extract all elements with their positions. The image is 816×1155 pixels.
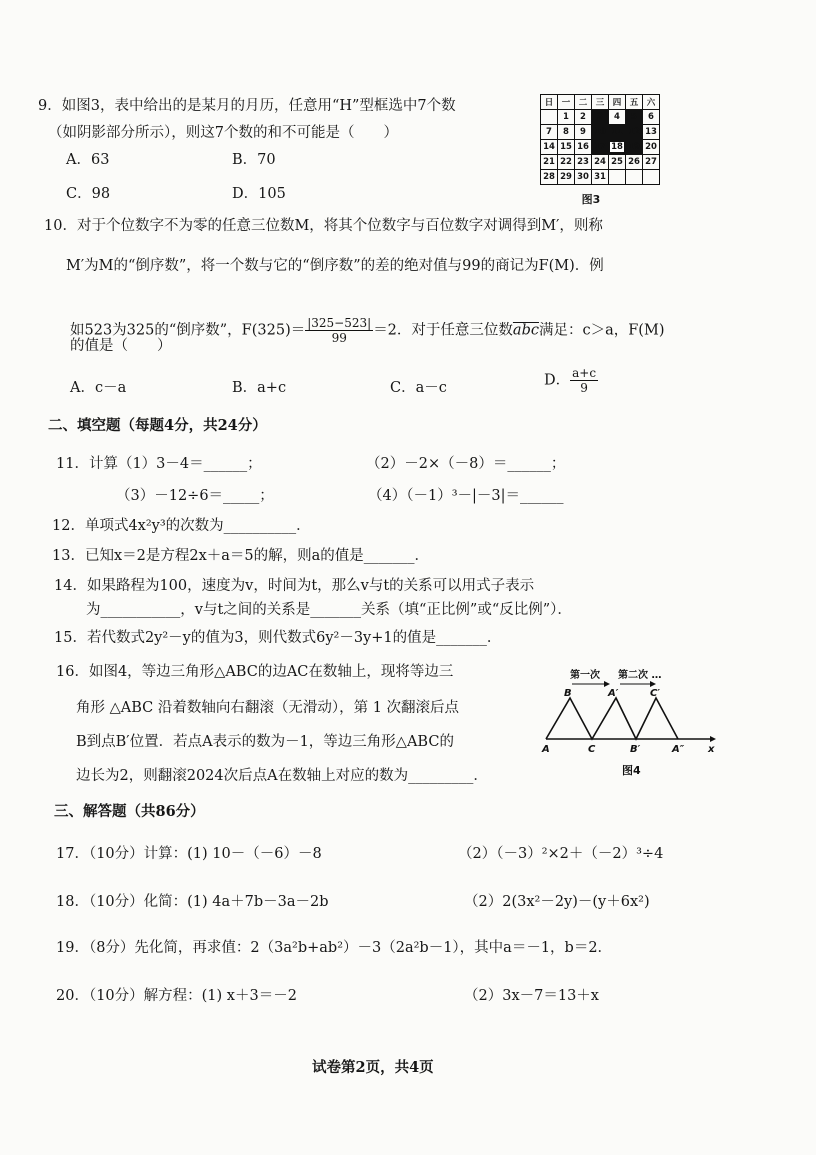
q10-option-d bbox=[544, 366, 598, 395]
fig4-point-c-prime: C′ bbox=[650, 688, 660, 699]
fig4-arrowhead-second bbox=[650, 681, 656, 687]
q9-stem-line2: （如阴影部分所示），则这7个数的和不可能是（ ） bbox=[48, 125, 398, 141]
q10-line3-text-c: 满足：c＞a，F(M) bbox=[538, 322, 665, 339]
calendar-row bbox=[541, 170, 660, 185]
q10-option-d-prefix: D． bbox=[544, 372, 571, 389]
q14-line1: 14．如果路程为100，速度为v，时间为t，那么v与t的关系可以用式子表示 bbox=[54, 578, 535, 594]
calendar-cell: 28 bbox=[541, 170, 558, 185]
fig4-point-c: C bbox=[588, 744, 596, 755]
q9-stem-line1: 9．如图3，表中给出的是某月的月历，任意用“H”型框选中7个数 bbox=[38, 98, 456, 114]
fig4-point-a-prime: A′ bbox=[608, 688, 619, 699]
calendar-cell: 13 bbox=[643, 125, 660, 140]
calendar-cell: 31 bbox=[592, 170, 609, 185]
calendar-row bbox=[541, 110, 660, 125]
q19: 19．（8分）先化简，再求值：2（3a²b+ab²）－3（2a²b－1），其中a＝－1，b＝2． bbox=[56, 940, 613, 956]
calendar-cell: 20 bbox=[643, 140, 660, 155]
calendar-cell bbox=[541, 110, 558, 125]
calendar-header-cell: 四 bbox=[609, 95, 626, 110]
calendar-header-cell: 三 bbox=[592, 95, 609, 110]
calendar-cell-shaded: 19 bbox=[626, 140, 643, 155]
section2-title: 二、填空题（每题4分，共24分） bbox=[48, 417, 267, 434]
calendar-cell: 1 bbox=[558, 110, 575, 125]
calendar-cell-shaded: 18 bbox=[609, 140, 626, 155]
calendar-cell: 15 bbox=[558, 140, 575, 155]
calendar-cell: 29 bbox=[558, 170, 575, 185]
calendar-header-cell: 六 bbox=[643, 95, 660, 110]
q16-line2: 角形 △ABC 沿着数轴向右翻滚（无滑动），第 1 次翻滚后点 bbox=[76, 700, 460, 716]
calendar-cell: 2 bbox=[575, 110, 592, 125]
calendar-cell: 21 bbox=[541, 155, 558, 170]
calendar-cell: 7 bbox=[541, 125, 558, 140]
calendar-cell: 4 bbox=[609, 110, 626, 125]
fig4-point-b-prime: B′ bbox=[630, 744, 641, 755]
q10-fraction bbox=[305, 316, 373, 345]
fig4-label-second: 第二次 … bbox=[618, 670, 662, 681]
q10-option-a: A．c－a bbox=[70, 380, 127, 396]
calendar-cell-shaded: 5 bbox=[626, 110, 643, 125]
q10-option-c: C．a－c bbox=[390, 380, 447, 396]
calendar-table bbox=[540, 94, 660, 185]
calendar-row bbox=[541, 155, 660, 170]
calendar-cell: 16 bbox=[575, 140, 592, 155]
calendar-cell: 26 bbox=[626, 155, 643, 170]
q20-part2: （2）3x－7＝13＋x bbox=[464, 988, 599, 1004]
q11-part4: （4）（－1）³－|－3|＝______ bbox=[368, 488, 564, 504]
fig4-triangles bbox=[546, 698, 678, 739]
calendar-cell-shaded: 11 bbox=[609, 125, 626, 140]
calendar-cell: 6 bbox=[643, 110, 660, 125]
section3-title: 三、解答题（共86分） bbox=[54, 803, 205, 820]
q10-line3-text-a: 如523为325的“倒序数”，F(325)＝ bbox=[70, 322, 306, 339]
calendar-cell bbox=[643, 170, 660, 185]
calendar-header-cell: 二 bbox=[575, 95, 592, 110]
q9-option-c: C．98 bbox=[66, 186, 111, 202]
calendar-header-cell: 一 bbox=[558, 95, 575, 110]
q13: 13．已知x＝2是方程2x＋a＝5的解，则a的值是_______． bbox=[52, 548, 430, 564]
q10-fraction-numerator: |325−523| bbox=[307, 316, 372, 330]
q15: 15．若代数式2y²－y的值为3，则代数式6y²－3y+1的值是_______． bbox=[54, 630, 502, 646]
calendar-cell-shaded: 3 bbox=[592, 110, 609, 125]
calendar-cell: 22 bbox=[558, 155, 575, 170]
q11-part1: 11．计算（1）3－4＝______； bbox=[56, 456, 262, 472]
q11-part2: （2）－2×（－8）＝______； bbox=[366, 456, 566, 472]
calendar-row bbox=[541, 125, 660, 140]
q9-option-b: B．70 bbox=[232, 152, 276, 168]
figure3-caption: 图3 bbox=[581, 193, 601, 206]
q14-line2: 为___________，v与t之间的关系是_______关系（填“正比例”或“反比例”）． bbox=[86, 602, 572, 618]
calendar-cell: 25 bbox=[609, 155, 626, 170]
calendar-cell: 24 bbox=[592, 155, 609, 170]
q16-line1: 16．如图4，等边三角形△ABC的边AC在数轴上，现将等边三 bbox=[56, 664, 454, 680]
q17-part2: （2）（－3）²×2＋（－2）³÷4 bbox=[458, 846, 664, 862]
q10-option-d-fraction bbox=[570, 366, 598, 395]
calendar-cell-shaded: 12 bbox=[626, 125, 643, 140]
q12: 12．单项式4x²y³的次数为__________． bbox=[52, 518, 311, 534]
calendar-cell bbox=[609, 170, 626, 185]
fig4-point-a-double-prime: A″ bbox=[672, 744, 685, 755]
calendar-cell: 8 bbox=[558, 125, 575, 140]
q20-part1: 20．（10分）解方程：(1) x＋3＝－2 bbox=[56, 988, 297, 1004]
calendar-cell-shaded: 17 bbox=[592, 140, 609, 155]
q17-part1: 17．（10分）计算：(1) 10－（－6）－8 bbox=[56, 846, 322, 862]
fig4-arrowhead-first bbox=[604, 681, 610, 687]
q10-line2: M′为M的“倒序数”，将一个数与它的“倒序数”的差的绝对值与99的商记为F(M)．例 bbox=[66, 258, 604, 274]
q18-part2: （2）2(3x²－2y)－(y＋6x²) bbox=[464, 894, 650, 910]
fig4-point-b: B bbox=[564, 688, 572, 699]
q10-option-d-numerator: a+c bbox=[572, 366, 597, 380]
q10-line1: 10．对于个位数字不为零的任意三位数M，将其个位数字与百位数字对调得到M′，则称 bbox=[44, 218, 603, 234]
page-footer: 试卷第2页，共4页 bbox=[312, 1059, 434, 1076]
q18-part1: 18．（10分）化简：(1) 4a＋7b－3a－2b bbox=[56, 894, 329, 910]
q9-option-a: A．63 bbox=[66, 152, 110, 168]
q11-part3: （3）－12÷6＝_____； bbox=[116, 488, 274, 504]
calendar-cell-shaded: 10 bbox=[592, 125, 609, 140]
q10-overline-abc: $\overline{abc}$ bbox=[512, 322, 539, 339]
q10-line3-text-b: ＝2．对于任意三位数 bbox=[373, 322, 513, 339]
calendar-cell: 23 bbox=[575, 155, 592, 170]
q10-line4: 的值是（ ） bbox=[70, 338, 172, 354]
rolling-triangle-figure bbox=[532, 660, 726, 784]
calendar-cell: 9 bbox=[575, 125, 592, 140]
calendar-header-cell: 五 bbox=[626, 95, 643, 110]
q9-option-d: D．105 bbox=[232, 186, 286, 202]
calendar-figure bbox=[540, 94, 660, 207]
q16-line3: B到点B′位置．若点A表示的数为－1，等边三角形△ABC的 bbox=[76, 734, 454, 750]
calendar-cell: 14 bbox=[541, 140, 558, 155]
figure4-caption: 图4 bbox=[622, 764, 641, 777]
calendar-row bbox=[541, 140, 660, 155]
q10-option-d-denominator: 9 bbox=[580, 381, 588, 395]
calendar-cell: 27 bbox=[643, 155, 660, 170]
fig4-axis-x: x bbox=[708, 744, 715, 755]
fig4-axis-arrow bbox=[710, 736, 716, 742]
fig4-label-first: 第一次 bbox=[570, 670, 600, 681]
calendar-cell bbox=[626, 170, 643, 185]
q10-fraction-denominator: 99 bbox=[331, 331, 347, 345]
q16-line4: 边长为2，则翻滚2024次后点A在数轴上对应的数为_________． bbox=[76, 768, 488, 784]
calendar-cell: 30 bbox=[575, 170, 592, 185]
calendar-header-row bbox=[541, 95, 660, 110]
fig4-point-a: A bbox=[542, 744, 550, 755]
calendar-header-cell: 日 bbox=[541, 95, 558, 110]
q10-option-b: B．a+c bbox=[232, 380, 287, 396]
